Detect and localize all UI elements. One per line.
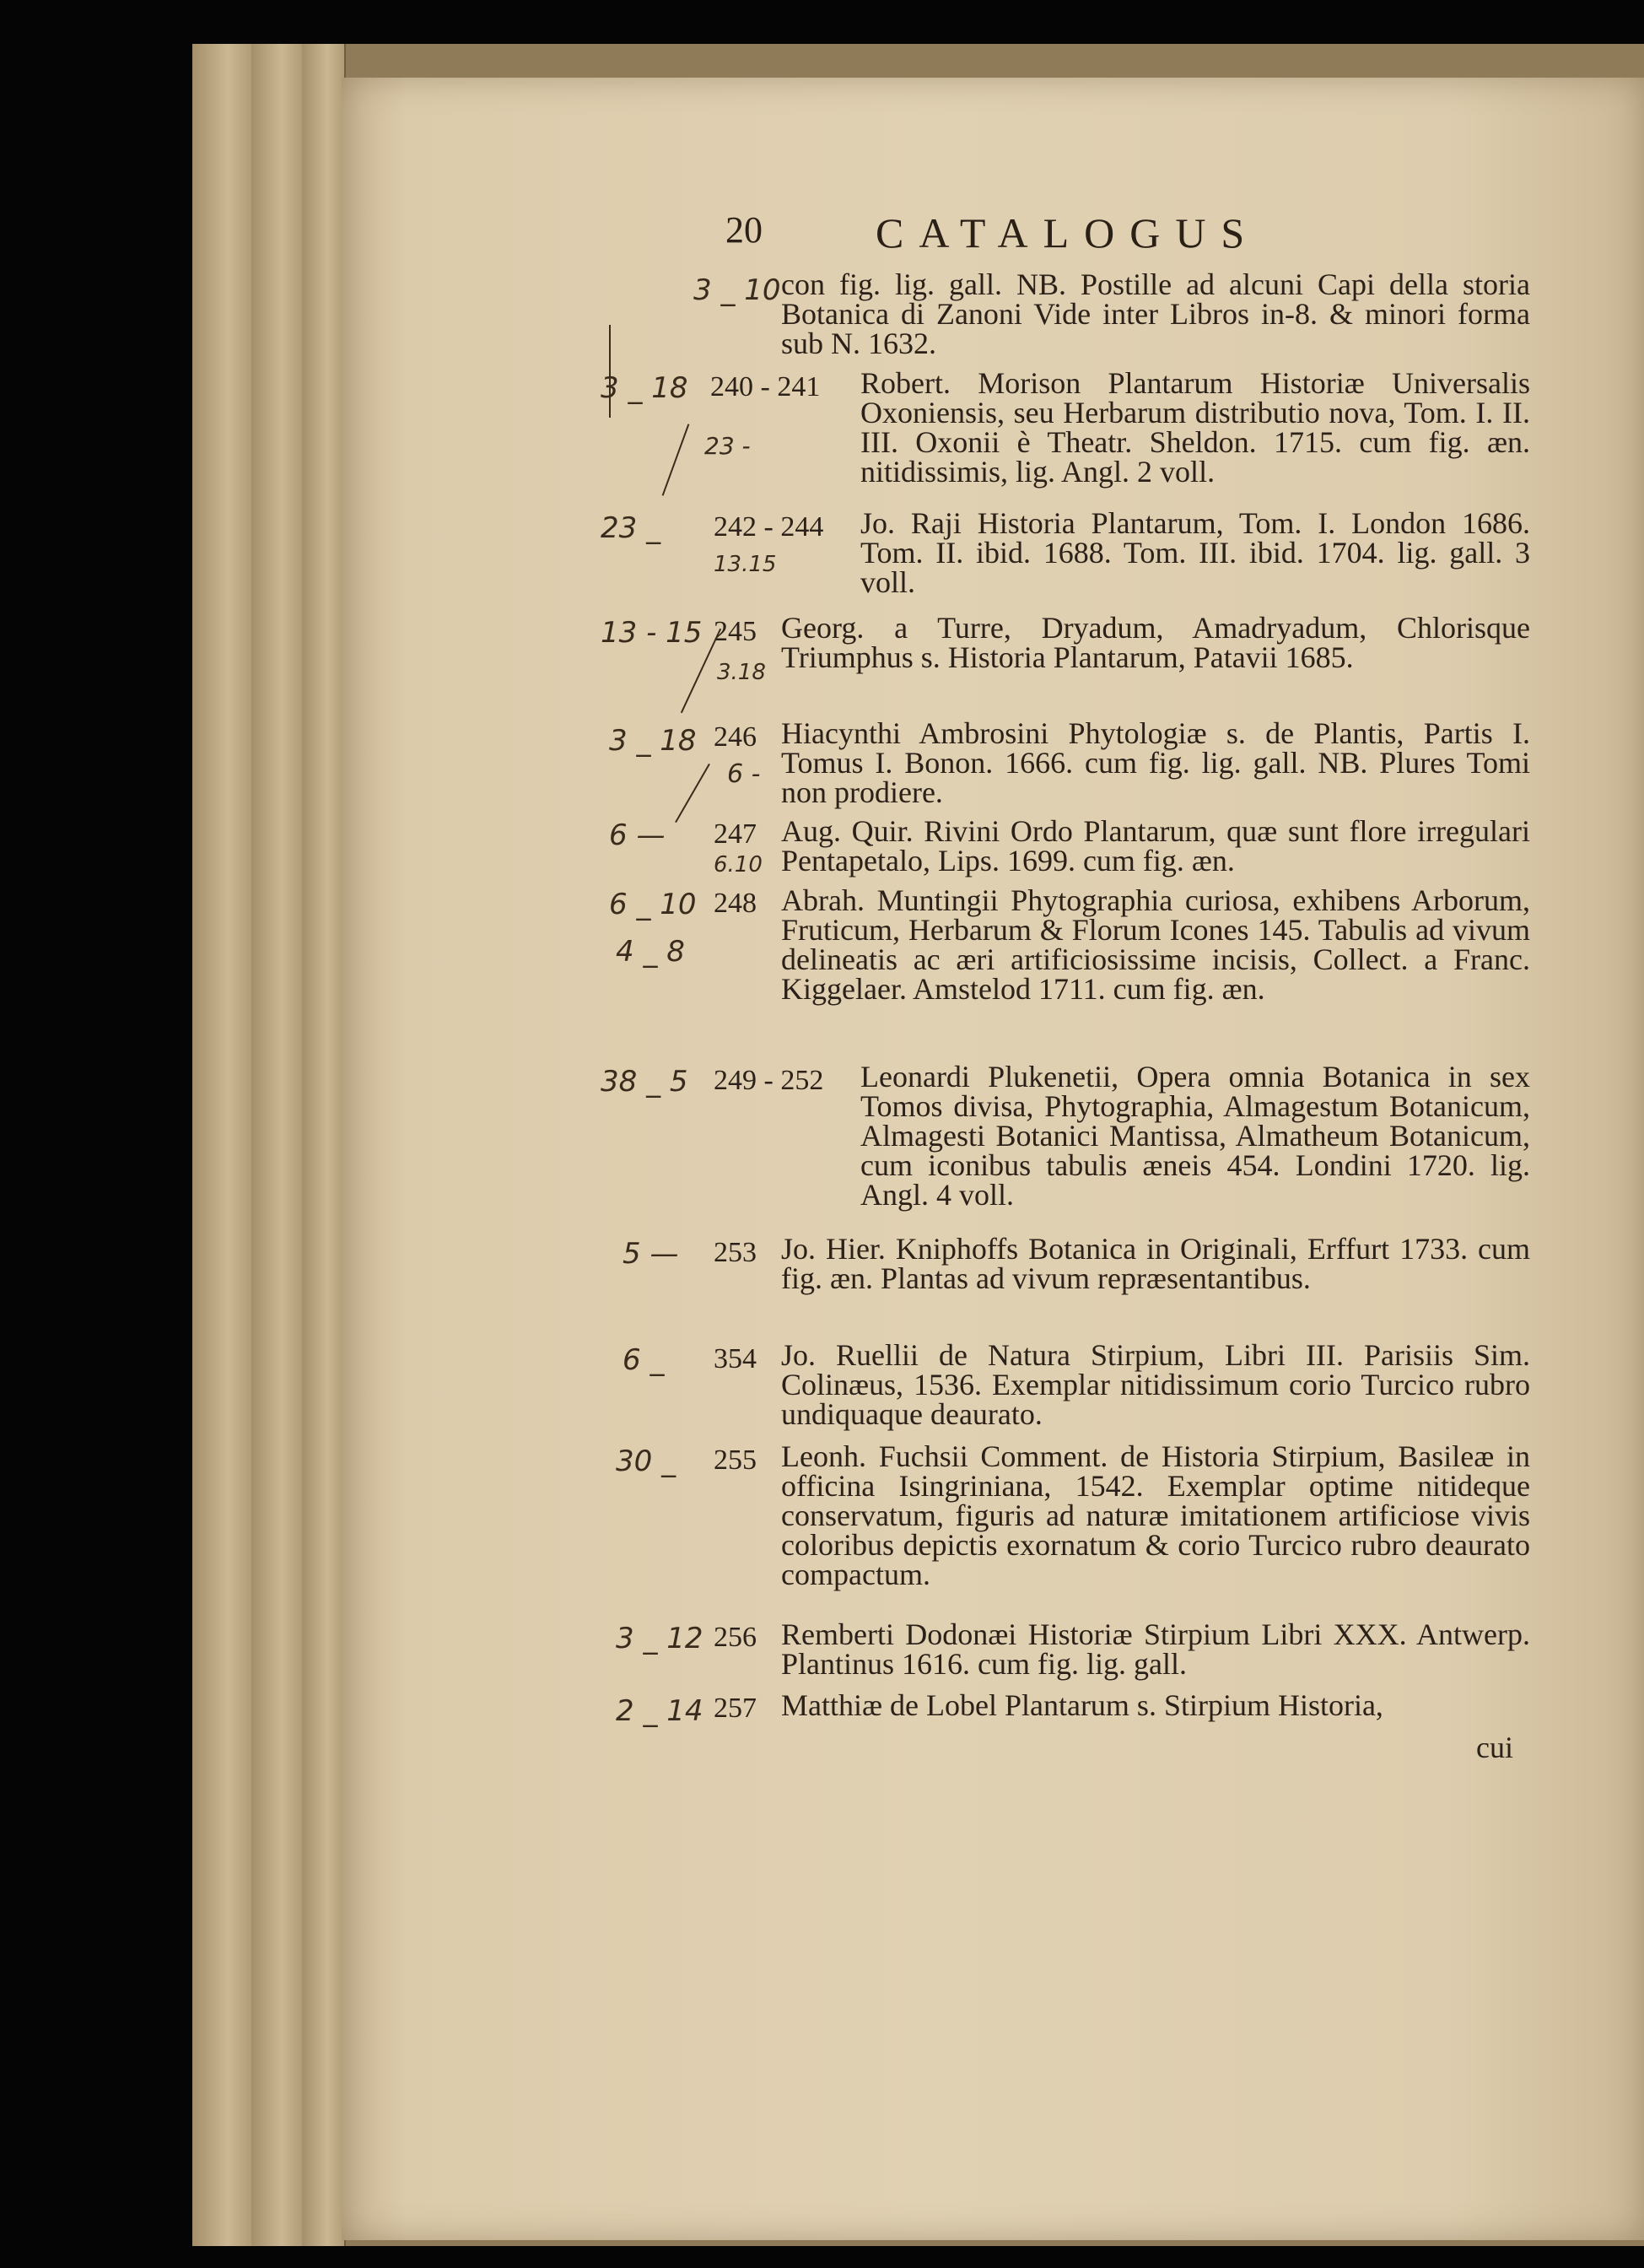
entry-text: Abrah. Muntingii Phytographia curiosa, exhibens Arborum, Fruticum, Herbarum & Florum Icones 145. Tabulis ad vivum delineatis ac æri artificiosissime incisis, Collect. a Franc. Kiggelaer. Amstelod 1711. cum fig. æn.: [781, 883, 1530, 1006]
entry-number: 247: [714, 818, 757, 850]
page-edge: [251, 44, 304, 2246]
handwritten-price: 6 _: [623, 1343, 665, 1377]
entry-number: 248: [714, 888, 757, 919]
running-title: CATALOGUS: [876, 209, 1260, 256]
entry-text: con fig. lig. gall. NB. Postille ad alcuni Capi della storia Botanica di Zanoni Vide inter Libros in-8. & minori forma sub N. 1632.: [781, 267, 1530, 360]
catchword: cui: [1476, 1731, 1513, 1764]
entry-text: Matthiæ de Lobel Plantarum s. Stirpium Historia,: [781, 1688, 1383, 1722]
entry-number: 246: [714, 721, 757, 753]
handwritten-price: 4 _ 8: [616, 935, 685, 969]
page-edge: [302, 44, 346, 2246]
entry-text: Jo. Raji Historia Plantarum, Tom. I. London 1686. Tom. II. ibid. 1688. Tom. III. ibid. 1704. lig. gall. 3 voll.: [860, 506, 1530, 599]
handwritten-price: 6 -: [727, 759, 761, 789]
handwritten-price: 3 _ 10: [693, 273, 781, 307]
folio-number: 20: [725, 209, 763, 251]
handwritten-price: 3.18: [717, 660, 766, 685]
entry-number: 249 - 252: [714, 1065, 824, 1096]
entry-number: 354: [714, 1343, 757, 1374]
handwritten-price: 38 _ 5: [601, 1065, 688, 1099]
entry-text: Aug. Quir. Rivini Ordo Plantarum, quæ sunt flore irregulari Pentapetalo, Lips. 1699. cum fig. æn.: [781, 814, 1530, 878]
entry-number: 253: [714, 1237, 757, 1268]
pencil-mark: [609, 325, 611, 418]
entry-number: 257: [714, 1693, 757, 1724]
handwritten-price: 13 - 15: [601, 616, 703, 650]
handwritten-price: 5 —: [623, 1237, 679, 1271]
entry-number: 240 - 241: [710, 371, 821, 402]
handwritten-price: 3 _ 18: [609, 724, 697, 758]
entry-number: 245: [714, 616, 757, 647]
entry-text: Georg. a Turre, Dryadum, Amadryadum, Chlorisque Triumphus s. Historia Plantarum, Patavii 1685.: [781, 611, 1530, 674]
entry-text: Robert. Morison Plantarum Historiæ Universalis Oxoniensis, seu Herbarum distributio nova, Tom. I. II. III. Oxonii è Theatr. Sheldon. 1715. cum fig. æn. nitidissimis, lig. Angl. 2 voll.: [860, 366, 1530, 489]
handwritten-price: 30 _: [616, 1444, 676, 1478]
entry-text: Remberti Dodonæi Historiæ Stirpium Libri XXX. Antwerp. Plantinus 1616. cum fig. lig. gall.: [781, 1617, 1530, 1681]
handwritten-price: 6 _ 10: [609, 888, 697, 921]
entry-number: 255: [714, 1444, 757, 1476]
page-header: [725, 208, 1417, 261]
page-edge: [192, 44, 253, 2246]
entry-text: Leonh. Fuchsii Comment. de Historia Stirpium, Basileæ in officina Isingriniana, 1542. Exemplar optime nitideque conservatum, figuris ad naturæ imitationem artificiose vivis coloribus depictis exornatum & corio Turcico rubro deaurato compactum.: [781, 1439, 1530, 1591]
entry-text: Leonardi Plukenetii, Opera omnia Botanica in sex Tomos divisa, Phytographia, Almagestum Botanicum, Almagesti Botanici Mantissa, Almatheum Botanicum, cum iconibus tabulis æneis 454. Londini 1720. lig. Angl. 4 voll.: [860, 1060, 1530, 1212]
handwritten-price: 3 _ 12: [616, 1622, 703, 1655]
handwritten-price: 13.15: [714, 552, 777, 577]
entry-text: Jo. Hier. Kniphoffs Botanica in Originali, Erffurt 1733. cum fig. æn. Plantas ad vivum repræsentantibus.: [781, 1232, 1530, 1295]
handwritten-price: 2 _ 14: [616, 1694, 703, 1728]
handwritten-price: 3 _ 18: [601, 371, 688, 405]
entry-number: 256: [714, 1622, 757, 1653]
entry-text: Jo. Ruellii de Natura Stirpium, Libri III. Parisiis Sim. Colinæus, 1536. Exemplar nitidissimum corio Turcico rubro undiquaque deaurato.: [781, 1338, 1530, 1431]
handwritten-price: 23 _: [601, 511, 661, 545]
handwritten-price: 6.10: [714, 852, 763, 878]
handwritten-price: 6 —: [609, 818, 666, 852]
handwritten-price: 23 -: [704, 432, 751, 460]
entry-number: 242 - 244: [714, 511, 824, 543]
entry-text: Hiacynthi Ambrosini Phytologiæ s. de Plantis, Partis I. Tomus I. Bonon. 1666. cum fig. lig. gall. NB. Plures Tomi non prodiere.: [781, 716, 1530, 809]
